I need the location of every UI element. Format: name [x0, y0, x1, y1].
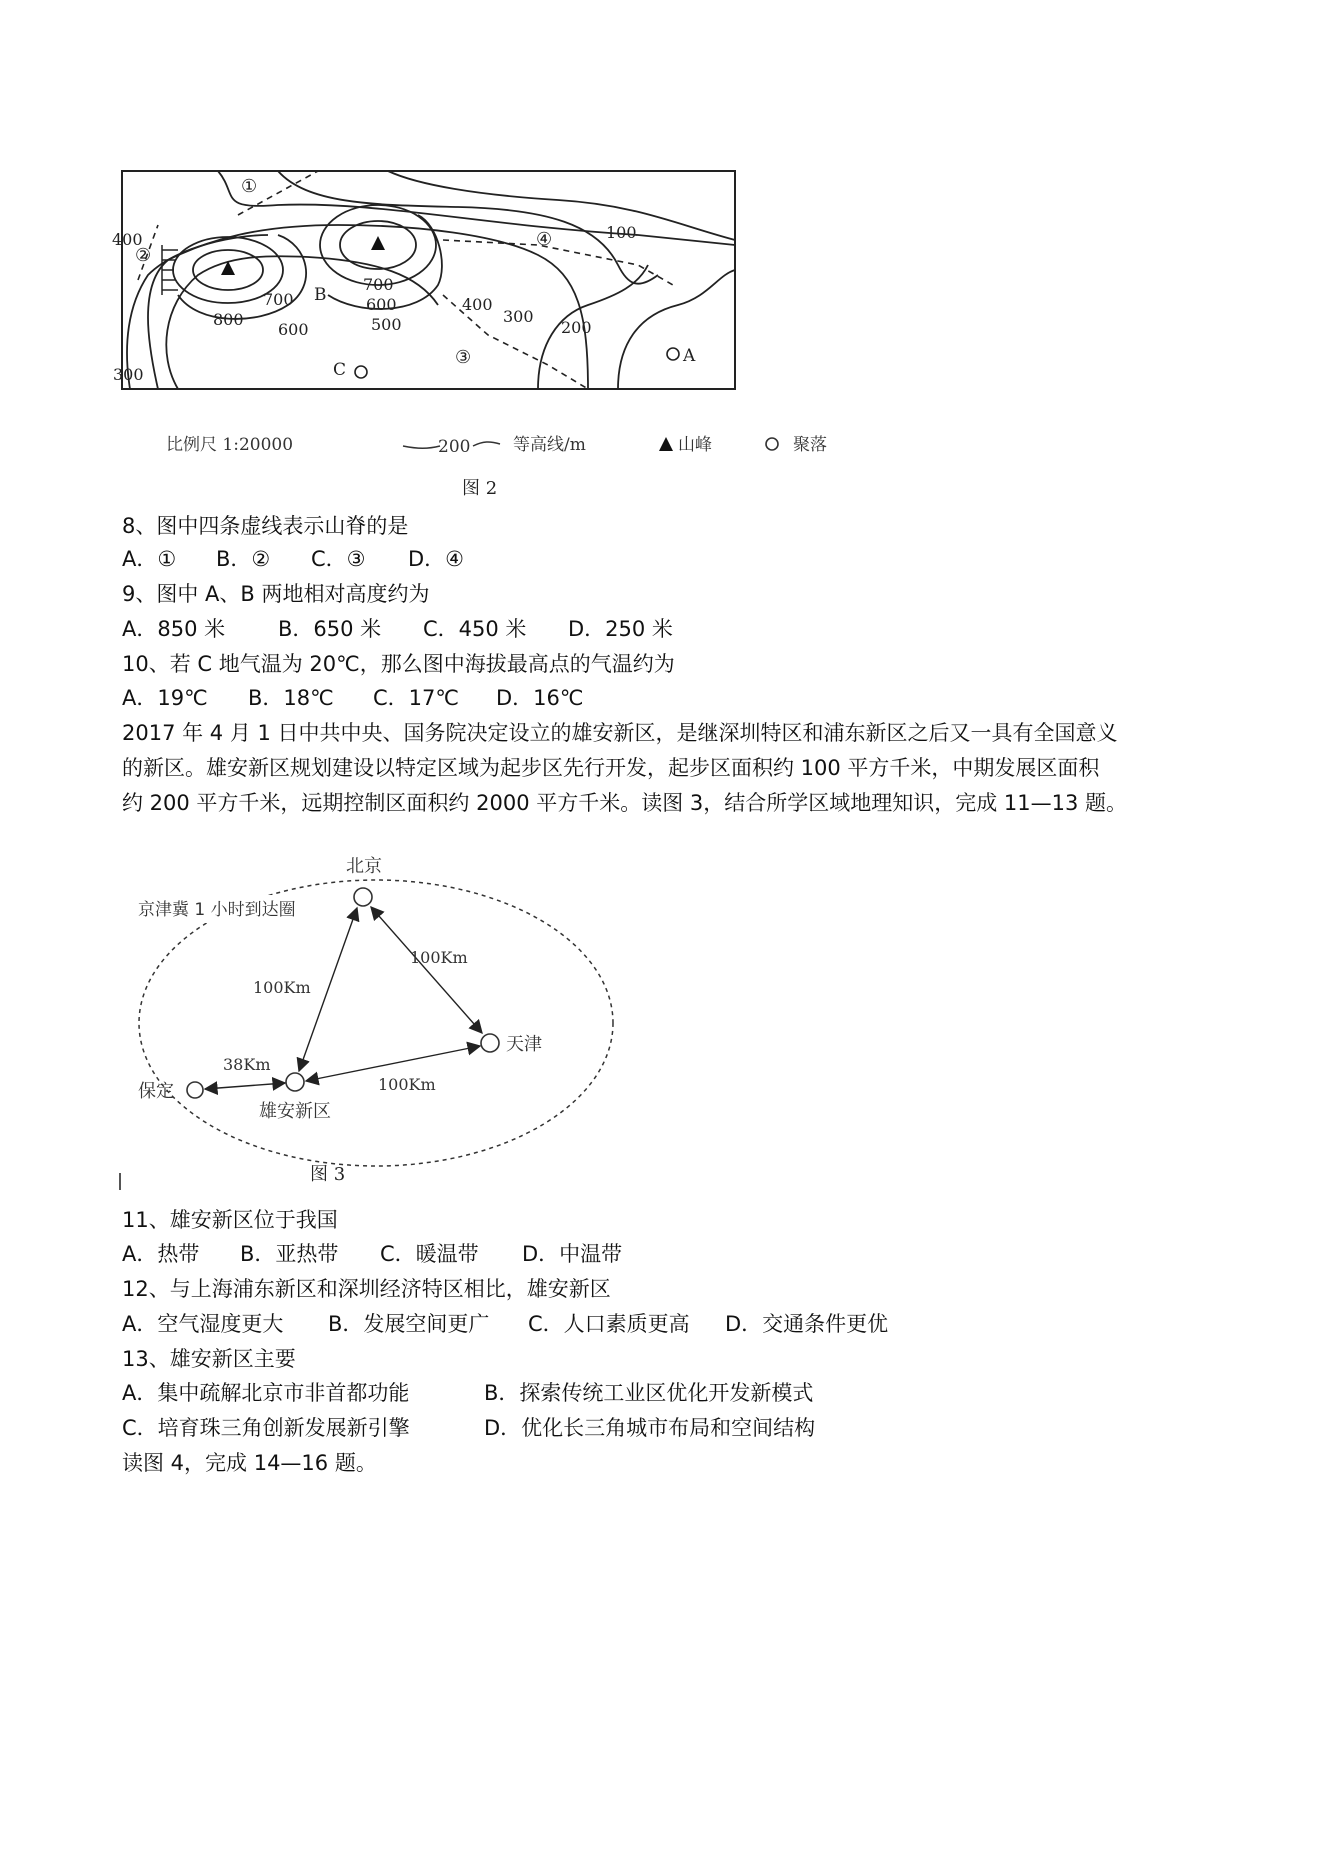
contour-label: 500	[371, 315, 402, 334]
contour-label: 700	[363, 275, 394, 294]
q13-stem: 13、雄安新区主要	[122, 1347, 296, 1371]
figure-2-caption: 图 2	[462, 478, 498, 499]
contour-label: 600	[366, 295, 397, 314]
dashed-label-2: ②	[135, 245, 152, 266]
point-c-label: C	[333, 360, 347, 380]
q9-option-b[interactable]: B．650 米	[278, 617, 382, 641]
q12-options	[122, 1310, 888, 1338]
q10-option-c[interactable]: C．17℃	[373, 686, 459, 710]
arrow-beijing-tianjin	[371, 907, 482, 1033]
xiongan-label: 雄安新区	[259, 1101, 331, 1122]
q9-stem: 9、图中 A、B 两地相对高度约为	[122, 582, 430, 606]
legend-contour-sample: 200	[438, 437, 471, 457]
peak-icon	[371, 236, 385, 250]
q12-option-c[interactable]: C．人口素质更高	[528, 1312, 690, 1336]
distance-beijing-xiongan: 100Km	[253, 978, 311, 997]
q8-option-a[interactable]: A．①	[122, 547, 177, 571]
settlement-c-icon	[355, 366, 367, 378]
passage-line-2: 的新区。雄安新区规划建设以特定区域为起步区先行开发，起步区面积约 100 平方千米，中期发展区面积	[122, 756, 1100, 780]
legend-peak-text: 山峰	[678, 435, 712, 455]
q13-option-b[interactable]: B．探索传统工业区优化开发新模式	[484, 1381, 814, 1405]
beijing-icon	[354, 888, 372, 906]
q12-option-a[interactable]: A．空气湿度更大	[122, 1312, 284, 1336]
q11-options	[122, 1240, 622, 1268]
q9-option-d[interactable]: D．250 米	[568, 617, 673, 641]
jingjinji-diagram-figure-3	[128, 845, 542, 1175]
q10-option-a[interactable]: A．19℃	[122, 686, 208, 710]
q13-option-a[interactable]: A．集中疏解北京市非首都功能	[122, 1381, 410, 1405]
q11-stem: 11、雄安新区位于我国	[122, 1208, 338, 1232]
arrow-baoding-xiongan	[205, 1083, 285, 1089]
closing-instruction: 读图 4，完成 14—16 题。	[122, 1451, 377, 1475]
q11-option-c[interactable]: C．暖温带	[380, 1242, 479, 1266]
contour-label: 700	[263, 290, 294, 309]
q8-option-b[interactable]: B．②	[216, 547, 271, 571]
legend-contour-line-icon	[473, 442, 500, 446]
q10-option-b[interactable]: B．18℃	[248, 686, 334, 710]
q11-option-d[interactable]: D．中温带	[522, 1242, 623, 1266]
legend-settlement-text: 聚落	[793, 435, 827, 455]
q9-option-a[interactable]: A．850 米	[122, 617, 226, 641]
contour-line	[618, 270, 735, 389]
tianjin-label: 天津	[506, 1034, 542, 1055]
q8-option-d[interactable]: D．④	[408, 547, 464, 571]
passage-line-3: 约 200 平方千米，远期控制区面积约 2000 平方千米。读图 3，结合所学区域地理知识，完成 11—13 题。	[122, 791, 1128, 815]
contour-label: 300	[113, 365, 144, 384]
q11-option-a[interactable]: A．热带	[122, 1242, 200, 1266]
q13-option-c[interactable]: C．培育珠三角创新发展新引擎	[122, 1416, 410, 1440]
q12-stem: 12、与上海浦东新区和深圳经济特区相比，雄安新区	[122, 1277, 611, 1301]
distance-beijing-tianjin: 100Km	[410, 948, 468, 967]
q13-options-row-1	[122, 1379, 813, 1407]
dashed-label-3: ③	[455, 347, 472, 368]
contour-label: 200	[561, 318, 592, 337]
figure-3-caption: 图 3	[310, 1164, 346, 1185]
one-hour-circle-label: 京津冀 1 小时到达圈	[138, 900, 296, 920]
q13-options-row-2	[122, 1414, 815, 1442]
q8-stem: 8、图中四条虚线表示山脊的是	[122, 514, 409, 538]
settlement-a-icon	[667, 348, 679, 360]
contour-map-figure-2	[112, 165, 868, 495]
point-a-label: A	[683, 346, 696, 366]
distance-tianjin-xiongan: 100Km	[378, 1075, 436, 1094]
dashed-label-4: ④	[536, 229, 553, 250]
q10-options	[122, 684, 583, 712]
map-frame	[122, 171, 735, 389]
legend-scale: 比例尺 1:20000	[166, 435, 294, 455]
q12-option-b[interactable]: B．发展空间更广	[328, 1312, 490, 1336]
legend-settlement-icon	[766, 438, 778, 450]
q10-option-d[interactable]: D．16℃	[496, 686, 584, 710]
contour-label: 300	[503, 307, 534, 326]
q11-option-b[interactable]: B．亚热带	[240, 1242, 339, 1266]
xiongan-icon	[286, 1073, 304, 1091]
point-b-label: B	[314, 285, 327, 305]
contour-label: 400	[112, 230, 143, 249]
q8-option-c[interactable]: C．③	[311, 547, 366, 571]
passage-line-1: 2017 年 4 月 1 日中共中央、国务院决定设立的雄安新区，是继深圳特区和浦东新区之后又一具有全国意义	[122, 721, 1118, 745]
legend-peak-icon	[659, 437, 673, 451]
distance-baoding-xiongan: 38Km	[223, 1055, 271, 1074]
q12-option-d[interactable]: D．交通条件更优	[725, 1312, 889, 1336]
legend-contour-text: 等高线/m	[513, 435, 586, 455]
margin-mark	[119, 1173, 121, 1190]
contour-label: 800	[213, 310, 244, 329]
legend-contour-line-icon	[403, 446, 440, 448]
q8-options	[122, 545, 464, 573]
q9-options	[122, 615, 673, 643]
contour-label: 600	[278, 320, 309, 339]
contour-label: 400	[462, 295, 493, 314]
contour-line	[538, 265, 648, 389]
baoding-icon	[187, 1082, 203, 1098]
dashed-label-1: ①	[241, 176, 258, 197]
contour-label: 100	[606, 223, 637, 242]
q13-option-d[interactable]: D．优化长三角城市布局和空间结构	[484, 1416, 816, 1440]
q9-option-c[interactable]: C．450 米	[423, 617, 527, 641]
tianjin-icon	[481, 1034, 499, 1052]
beijing-label: 北京	[346, 856, 382, 877]
q10-stem: 10、若 C 地气温为 20℃，那么图中海拔最高点的气温约为	[122, 652, 675, 676]
baoding-label: 保定	[138, 1081, 174, 1102]
contour-line	[278, 171, 658, 284]
